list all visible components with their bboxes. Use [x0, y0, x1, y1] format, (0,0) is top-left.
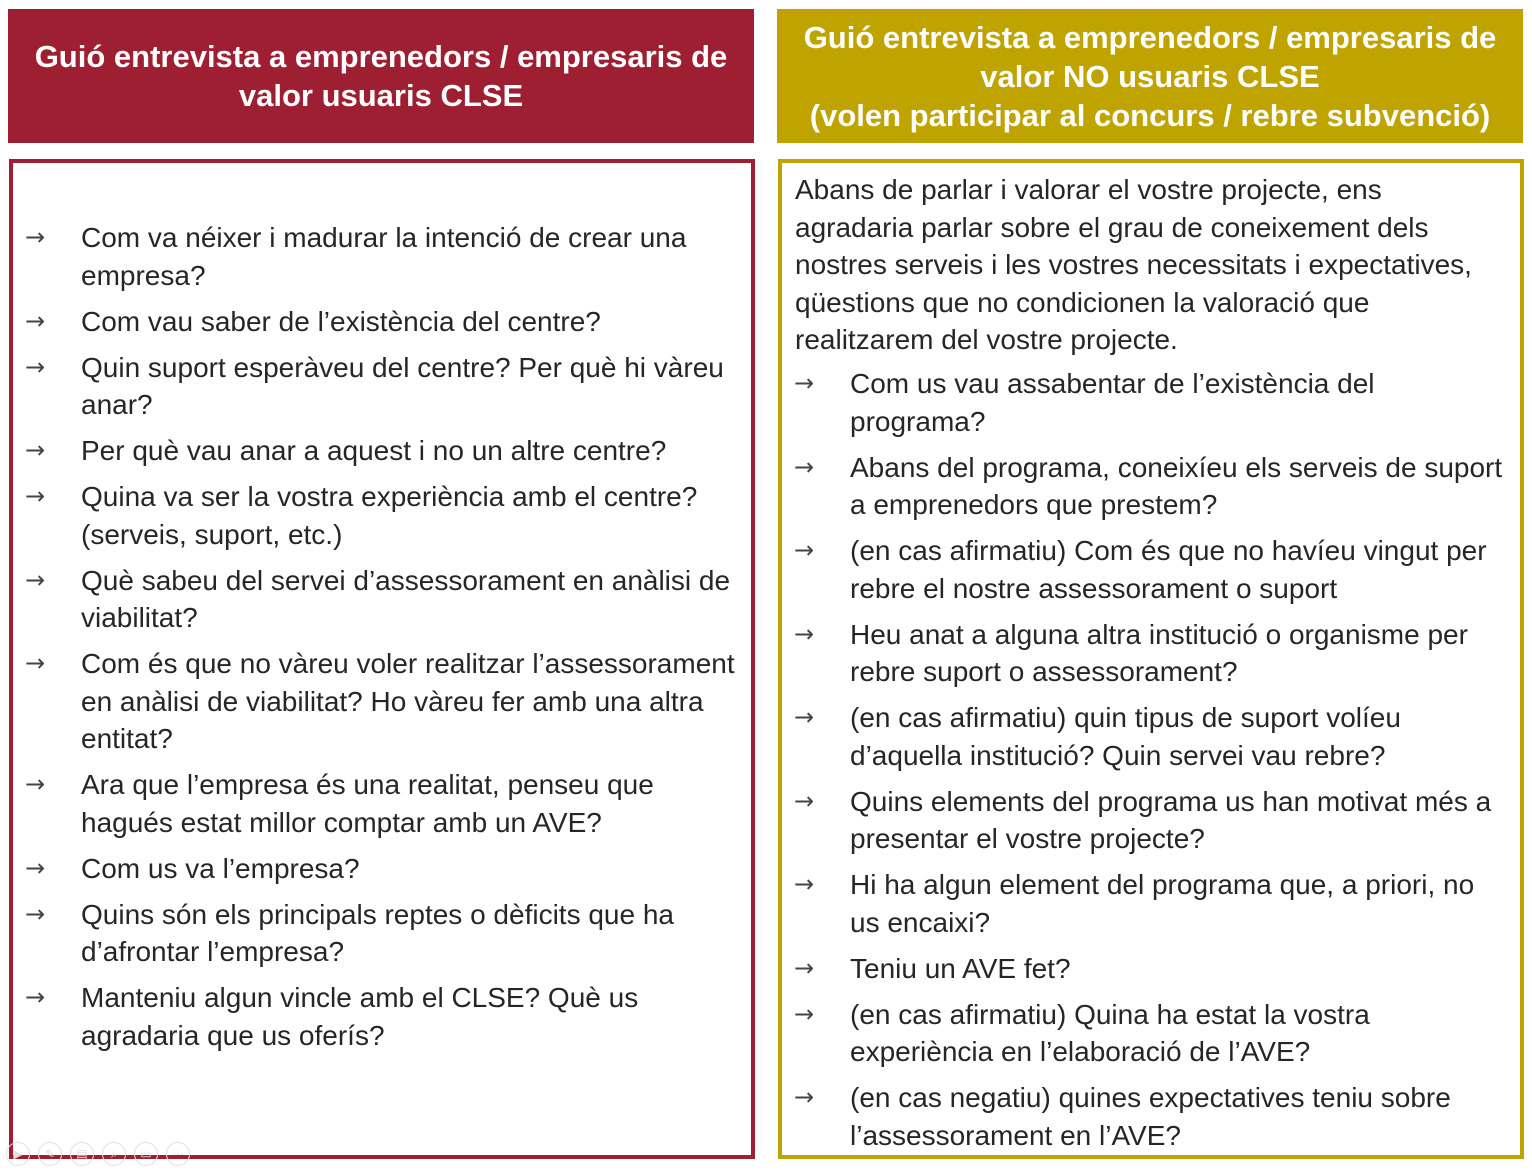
arrow-right-icon: → [794, 619, 815, 648]
list-item-text: Quins elements del programa us han motivat més a presentar el vostre projecte? [850, 785, 1492, 854]
arrow-right-icon: → [794, 536, 815, 564]
list-item [794, 783, 1510, 858]
list-item-text: Abans del programa, coneixíeu els serveis de suport a emprenedors que prestem? [850, 451, 1503, 520]
intro-paragraph: Abans de parlar i valorar el vostre projecte, ens agradaria parlar sobre el grau de coneixement dels nostres serveis i les vostres necessitats i expectatives, qüestions que no condicionen la valoració que realitzarem del vostre projecte. [795, 174, 1472, 355]
arrow-right-icon: → [25, 352, 46, 381]
arrow-right-icon: → [25, 649, 46, 677]
left-header [8, 9, 754, 143]
list-item-text: (en cas afirmatiu) Com és que no havíeu vingut per rebre el nostre assessorament o suport [850, 535, 1487, 604]
arrow-right-icon: → [25, 899, 46, 928]
list-item [25, 896, 741, 971]
more-icon[interactable]: ⋯ [166, 1142, 190, 1166]
list-item [794, 365, 1510, 440]
arrow-right-icon: → [794, 369, 815, 397]
arrow-right-icon: → [25, 306, 46, 335]
list-item [794, 616, 1510, 691]
list-item-text: (en cas afirmatiu) quin tipus de suport volíeu d’aquella institució? Quin servei vau rebre? [850, 702, 1401, 771]
arrow-right-icon: → [25, 436, 46, 464]
arrow-right-icon: → [794, 703, 815, 731]
right-title: Guió entrevista a emprenedors / empresaris de valor NO usuaris CLSE (volen participar al concurs / rebre subvenció) [803, 19, 1497, 133]
left-panel [9, 159, 755, 1159]
list-item [25, 979, 741, 1054]
list-item-text: Hi ha algun element del programa que, a priori, no us encaixi? [850, 869, 1475, 938]
list-item [25, 219, 741, 294]
right-question-list [794, 365, 1510, 1163]
list-item-text: Per què vau anar a aquest i no un altre centre? [81, 435, 667, 466]
list-item-text: (en cas afirmatiu) Quina ha estat la vostra experiència en l’elaboració de l’AVE? [850, 998, 1370, 1067]
slide-toolbar [6, 1142, 190, 1170]
right-panel [778, 159, 1524, 1159]
list-item [25, 432, 741, 470]
list-item-text: Com us vau assabentar de l’existència del programa? [850, 368, 1375, 437]
list-item-text: Com és que no vàreu voler realitzar l’assessorament en anàlisi de viabilitat? Ho vàreu fer amb una altra entitat? [81, 648, 735, 754]
list-item-text: Manteniu algun vincle amb el CLSE? Què us agradaria que us oferís? [81, 982, 639, 1051]
arrow-right-icon: → [25, 223, 46, 251]
list-item-text: Teniu un AVE fet? [850, 952, 1071, 984]
list-item-text: Quin suport esperàveu del centre? Per què hi vàreu anar? [81, 351, 724, 420]
list-item-text: Com vau saber de l’existència del centre? [81, 305, 601, 337]
zoom-icon[interactable]: ⌕ [102, 1142, 126, 1166]
arrow-right-icon: → [794, 953, 815, 982]
list-item [794, 866, 1510, 941]
play-icon[interactable]: ▶ [6, 1142, 30, 1166]
list-item-text: Quins són els principals reptes o dèficits que ha d’afrontar l’empresa? [81, 898, 674, 967]
subtitles-icon[interactable]: ▭ [134, 1142, 158, 1166]
list-item [794, 532, 1510, 607]
list-item-text: Què sabeu del servei d’assessorament en anàlisi de viabilitat? [81, 564, 731, 633]
list-item-text: Heu anat a alguna altra institució o organisme per rebre suport o assessorament? [850, 618, 1468, 687]
list-item [25, 303, 741, 341]
list-item [794, 449, 1510, 524]
list-item-text: Com va néixer i madurar la intenció de crear una empresa? [81, 222, 687, 291]
left-title: Guió entrevista a emprenedors / empresaris de valor usuaris CLSE [34, 39, 728, 113]
list-item-text: (en cas negatiu) quines expectatives teniu sobre l’assessorament en l’AVE? [850, 1082, 1451, 1151]
list-item-text: Com us va l’empresa? [81, 852, 360, 884]
arrow-right-icon: → [25, 853, 46, 882]
arrow-right-icon: → [794, 870, 815, 898]
arrow-right-icon: → [794, 786, 815, 815]
list-item [794, 996, 1510, 1071]
arrow-right-icon: → [794, 999, 815, 1028]
arrow-right-icon: → [25, 565, 46, 594]
list-item [25, 645, 741, 758]
slides-icon[interactable]: ▤ [70, 1142, 94, 1166]
list-item [794, 950, 1510, 988]
arrow-right-icon: → [25, 482, 46, 510]
list-item [25, 562, 741, 637]
right-header [777, 9, 1523, 143]
list-item [25, 766, 741, 841]
list-item [25, 349, 741, 424]
arrow-right-icon: → [794, 452, 815, 481]
arrow-right-icon: → [25, 770, 46, 798]
list-item-text: Quina va ser la vostra experiència amb el centre? (serveis, suport, etc.) [81, 481, 698, 550]
list-item-text: Ara que l’empresa és una realitat, penseu que hagués estat millor comptar amb un AVE? [81, 769, 654, 838]
list-item [794, 1079, 1510, 1154]
pen-icon[interactable]: ✎ [38, 1142, 62, 1166]
list-item [794, 699, 1510, 774]
list-item [25, 478, 741, 553]
arrow-right-icon: → [794, 1083, 815, 1111]
list-item [25, 850, 741, 888]
left-question-list [25, 219, 741, 1063]
arrow-right-icon: → [25, 983, 46, 1011]
